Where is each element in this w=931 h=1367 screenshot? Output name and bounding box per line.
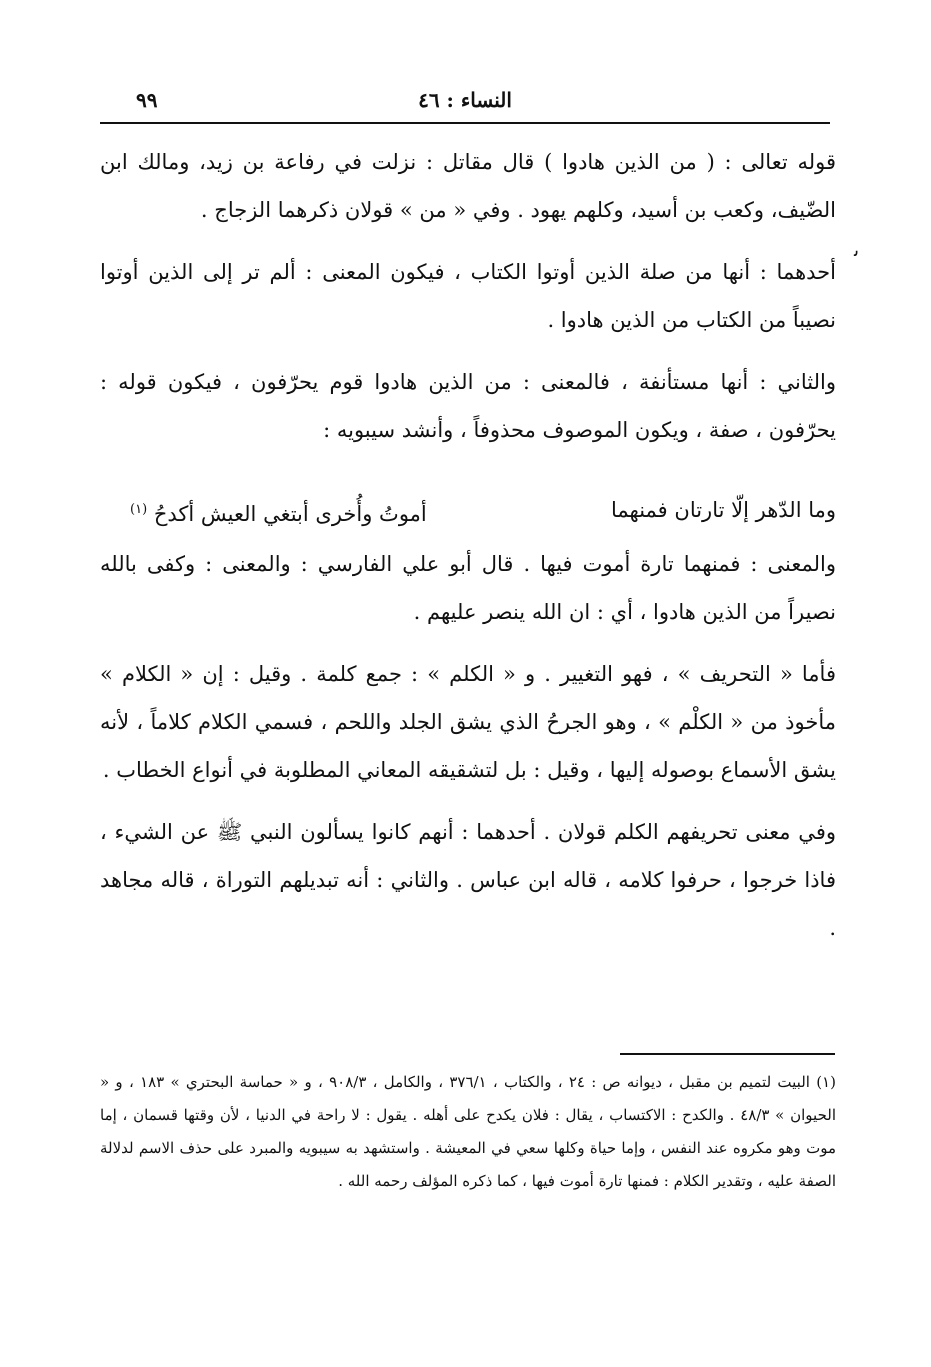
paragraph: والثاني : أنها مستأنفة ، فالمعنى : من الذين هادوا قوم يحرّفون ، فيكون قوله : يحرّفون ، صفة ، ويكون الموصوف محذوفاً ، وأنشد سيبويه : xyxy=(100,370,836,442)
running-title: النساء : ٤٦ xyxy=(418,88,512,112)
paragraph: وفي معنى تحريفهم الكلم قولان . أحدهما : أنهم كانوا يسألون النبي ﷺ عن الشيء ، فاذا خرجوا ، حرفوا كلامه ، قاله ابن عباس . والثاني : أنه تبديلهم التوراة ، قاله مجاهد . xyxy=(100,820,836,940)
paragraph: قوله تعالى : ( من الذين هادوا ) قال مقاتل : نزلت في رفاعة بن زيد، ومالك ابن الضّيف، وكعب بن أسيد، وكلهم يهود . وفي « من » قولان ذكرهما الزجاج . xyxy=(100,150,836,222)
paragraph: والمعنى : فمنهما تارة أموت فيها . قال أبو علي الفارسي : والمعنى : وكفى بالله نصيراً من الذين هادوا ، أي : ان الله ينصر عليهم . xyxy=(100,552,836,624)
margin-mark: ﯨ xyxy=(854,240,860,261)
footnote-divider xyxy=(620,1053,835,1055)
main-text xyxy=(100,138,836,468)
poem-verse xyxy=(100,490,836,530)
paragraph: أحدهما : أنها من صلة الذين أوتوا الكتاب ، فيكون المعنى : ألم تر إلى الذين أوتوا نصيباً من الكتاب من الذين هادوا . xyxy=(100,260,836,332)
page-header xyxy=(100,82,830,124)
footnote: (١) البيت لتميم بن مقبل ، ديوانه ص : ٢٤ ، والكتاب ، ٣٧٦/١ ، والكامل ، ٩٠٨/٣ ، و « حماسة البحتري » ١٨٣ ، و « الحيوان » ٤٨/٣ . والكدح : الاكتساب ، يقال : فلان يكدح على أهله . يقول : لا راحة في الدنيا ، لأن وقتها قسمان ، إما موت وهو مكروه عند النفس ، وإما حياة وكلها سعي في المعيشة . واستشهد به سيبويه والمبرد على حذف الاسم لدلالة الصفة عليه ، وتقدير الكلام : فمنها تارة أموت فيها ، كما ذكره المؤلف رحمه الله . xyxy=(100,1073,836,1190)
main-text-continued xyxy=(100,540,836,966)
verse-first-hemistich: وما الدّهر إلّا تارتان فمنهما xyxy=(610,498,836,522)
page-number: ٩٩ xyxy=(136,88,158,112)
verse-second-text: أموتُ وأُخرى أبتغي العيش أكدحُ xyxy=(153,502,427,526)
verse-second-hemistich xyxy=(130,490,427,534)
paragraph: فأما « التحريف » ، فهو التغيير . و « الكلم » : جمع كلمة . وقيل : إن « الكلام » مأخوذ من « الكلْم » ، وهو الجرحُ الذي يشق الجلد واللحم ، فسمي الكلام كلاماً ، لأنه يشق الأسماع بوصوله إليها ، وقيل : بل لتشقيقه المعاني المطلوبة في أنواع الخطاب . xyxy=(100,662,836,782)
footnote-reference: (١) xyxy=(130,502,148,517)
